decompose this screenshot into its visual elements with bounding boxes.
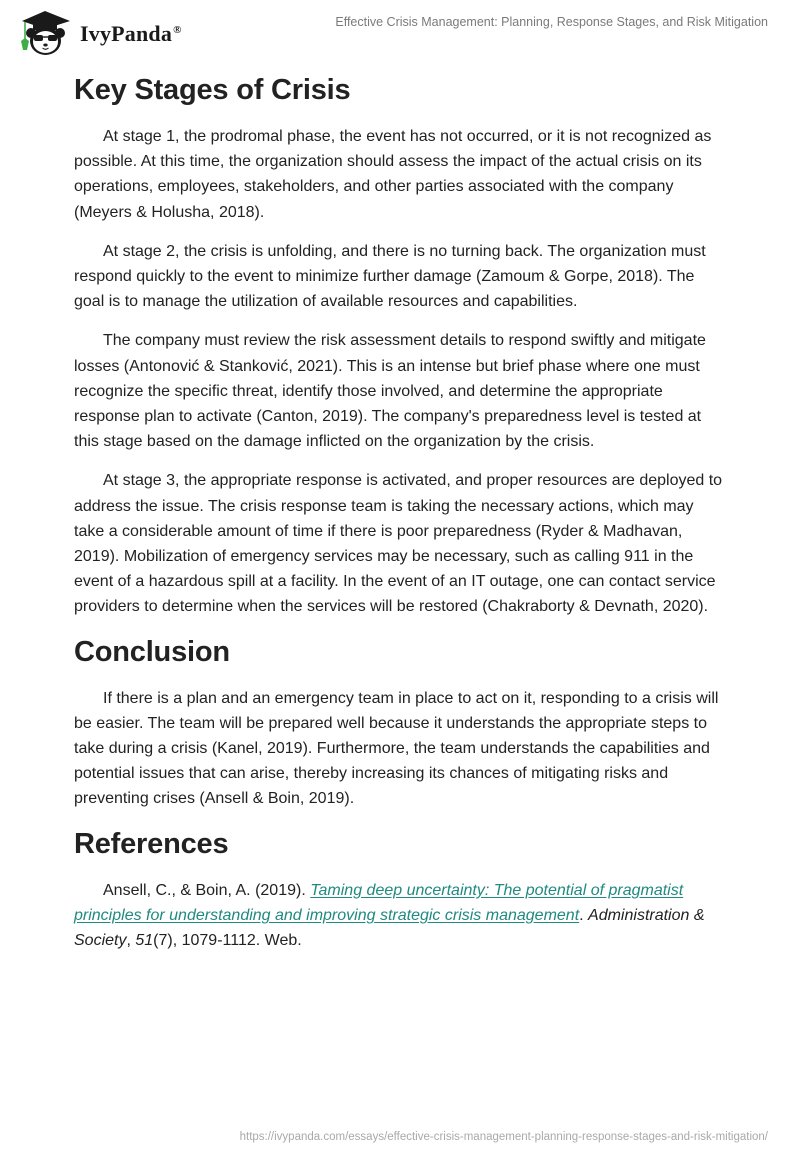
reference-punct: , (126, 932, 136, 950)
reference-punct: . (579, 906, 589, 924)
paragraph: The company must review the risk assessment details to respond swiftly and mitigate losses (Antonović & Stanković, 2021). This is an intense but brief phase where one must recognize the specific threat, identify those involved, and determine the appropriate response plan to activate (Canton, 2019). The company's preparedness level is tested at this stage based on the damage inflicted on the organization by the crisis. (74, 332, 706, 451)
reference-journal: Administration & Society (74, 906, 705, 950)
heading-key-stages: Key Stages of Crisis (74, 74, 351, 106)
footer-source-url[interactable]: https://ivypanda.com/essays/effective-crisis-management-planning-response-stages-and-risk-mitigation/ (239, 1131, 768, 1143)
section-key-stages (74, 68, 724, 620)
logo-wordmark: IvyPanda® (80, 21, 182, 46)
heading-references: References (74, 827, 229, 860)
reference-issue-pages: (7), 1079-1112. Web. (153, 932, 302, 950)
paragraph: If there is a plan and an emergency team in place to act on it, responding to a crisis will be easier. The team will be prepared well because it understands the appropriate steps to take during a crisis (Kanel, 2019). Furthermore, the team understands the capabilities and potential issues that can arise, thereby increasing its chances of mitigating risks and preventing crises (Ansell & Boin, 2019). (74, 689, 719, 808)
reference-entry (74, 878, 724, 954)
section-references (74, 822, 724, 954)
page-header (0, 0, 800, 60)
registered-mark: ® (173, 23, 182, 36)
document-title: Effective Crisis Management: Planning, Response Stages, and Risk Mitigation (335, 15, 768, 29)
panda-graduate-icon (14, 8, 76, 58)
heading-conclusion: Conclusion (74, 635, 230, 668)
reference-authors: Ansell, C., & Boin, A. (2019). (103, 881, 311, 899)
ivypanda-logo[interactable] (14, 8, 182, 58)
reference-volume: 51 (135, 932, 154, 950)
reference-title-link[interactable]: Taming deep uncertainty: The potential of pragmatist principles for understanding and improving strategic crisis management (74, 881, 684, 924)
paragraph: At stage 2, the crisis is unfolding, and there is no turning back. The organization must respond quickly to the event to minimize further damage (Zamoum & Gorpe, 2018). The goal is to manage the utilization of available resources and capabilities. (74, 242, 706, 311)
essay-content (74, 68, 724, 967)
section-conclusion (74, 630, 724, 812)
paragraph: At stage 3, the appropriate response is activated, and proper resources are deployed to address the issue. The crisis response team is taking the necessary actions, which may take a considerable amount of time if there is poor preparedness (Ryder & Madhavan, 2019). Mobilization of emergency services may be necessary, such as calling 911 in the event of a hazardous spill at a facility. In the event of an IT outage, one can contact service providers to determine when the services will be restored (Chakraborty & Devnath, 2020). (74, 472, 723, 616)
paragraph: At stage 1, the prodromal phase, the event has not occurred, or it is not recognized as possible. At this time, the organization should assess the impact of the actual crisis on its operations, employees, stakeholders, and other parties associated with the company (Meyers & Holusha, 2018). (74, 128, 712, 221)
